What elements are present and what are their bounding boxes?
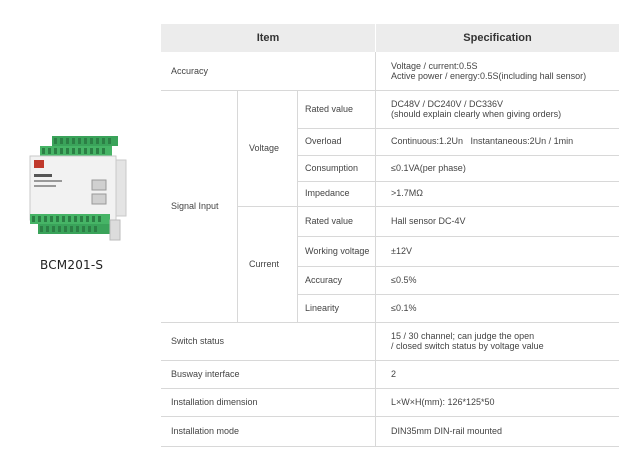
switch-status-label: Switch status — [171, 335, 225, 346]
current-working-voltage-value: ±12V — [391, 245, 412, 256]
voltage-rated-value-line1: DC48V / DC240V / DC336V — [391, 98, 504, 109]
accuracy-value — [391, 52, 586, 90]
switch-status-value-line1: 15 / 30 channel; can judge the open — [391, 330, 535, 341]
voltage-overload-value: Continuous:1.2Un Instantaneous:2Un / 1min — [391, 136, 574, 147]
switch-status-value — [391, 322, 544, 360]
current-linearity-value: ≤0.1% — [391, 302, 417, 313]
accuracy-value-line1: Voltage / current:0.5S — [391, 60, 478, 71]
voltage-rated-label: Rated value — [305, 103, 354, 114]
product-name: BCM201-S — [40, 258, 104, 272]
accuracy-value-line2: Active power / energy:0.5S(including hall sensor) — [391, 71, 587, 81]
voltage-impedance-label: Impedance — [305, 188, 350, 199]
installation-dimension-value: L×W×H(mm): 126*125*50 — [391, 396, 495, 407]
current-rated-value: Hall sensor DC-4V — [391, 215, 466, 226]
voltage-rated-value-line2: (should explain clearly when giving orders) — [391, 109, 562, 119]
header-specification: Specification — [376, 24, 619, 52]
current-accuracy-label: Accuracy — [305, 274, 343, 285]
voltage-label: Voltage — [249, 142, 280, 153]
voltage-consumption-value: ≤0.1VA(per phase) — [391, 162, 466, 173]
current-working-voltage-label: Working voltage — [305, 245, 370, 256]
accuracy-label: Accuracy — [171, 65, 209, 76]
header-item: Item — [161, 24, 375, 52]
row-switch-status — [161, 322, 619, 361]
installation-mode-label: Installation mode — [171, 425, 240, 436]
voltage-overload-label: Overload — [305, 136, 342, 147]
switch-status-value-line2: / closed switch status by voltage value — [391, 341, 544, 351]
current-linearity-label: Linearity — [305, 302, 340, 313]
voltage-consumption-label: Consumption — [305, 162, 359, 173]
voltage-rated-value — [391, 90, 561, 128]
current-accuracy-value: ≤0.5% — [391, 274, 417, 285]
busway-label: Busway interface — [171, 368, 240, 379]
installation-dimension-label: Installation dimension — [171, 396, 258, 407]
current-label: Current — [249, 258, 280, 269]
installation-mode-value: DIN35mm DIN-rail mounted — [391, 425, 503, 436]
signal-input-label: Signal Input — [171, 200, 219, 211]
current-rated-label: Rated value — [305, 215, 354, 226]
voltage-impedance-value: >1.7MΩ — [391, 188, 423, 199]
busway-value: 2 — [391, 368, 397, 379]
product-image — [22, 130, 130, 250]
